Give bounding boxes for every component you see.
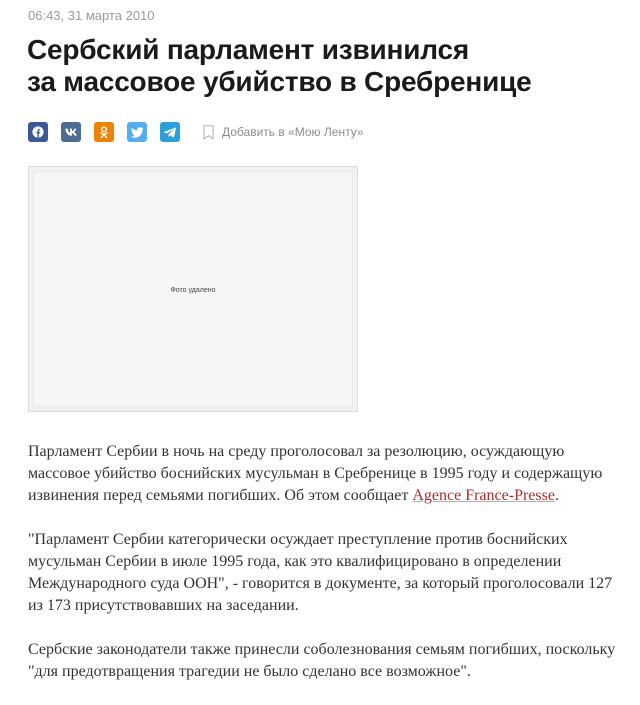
share-telegram-button[interactable]: [160, 122, 180, 142]
article-body: [28, 441, 628, 705]
article-title-line-1: Сербский парламент извинился: [27, 34, 469, 65]
article-paragraph: Сербские законодатели также принесли соболезнования семьям погибших, поскольку "для предотвращения трагедии не было сделано все возможное".: [28, 641, 616, 680]
ok-icon: [99, 126, 109, 139]
telegram-icon: [164, 127, 176, 138]
source-link-afp[interactable]: Agence France-Presse: [412, 487, 555, 504]
share-vk-button[interactable]: [61, 122, 81, 142]
add-to-my-feed-label: Добавить в «Мою Ленту»: [222, 125, 364, 139]
paragraph-1-end: .: [554, 487, 559, 504]
article-timestamp: 06:43, 31 марта 2010: [28, 8, 155, 23]
share-ok-button[interactable]: [94, 122, 114, 142]
twitter-icon: [131, 127, 144, 138]
share-bar: [28, 122, 364, 142]
article-paragraph: [28, 441, 628, 507]
add-to-my-feed-button[interactable]: [203, 125, 364, 140]
article-title-line-2: за массовое убийство в Сребренице: [27, 66, 532, 97]
photo-placeholder: [33, 171, 353, 407]
bookmark-icon: [203, 125, 214, 140]
vk-icon: [65, 128, 78, 137]
article-title: [27, 34, 627, 98]
share-twitter-button[interactable]: [127, 122, 147, 142]
photo-removed-caption: Фото удалено: [170, 287, 216, 294]
article-photo: [28, 166, 358, 412]
share-facebook-button[interactable]: [28, 122, 48, 142]
paragraph-1-text: Парламент Сербии в ночь на среду проголосовал за резолюцию, осуждающую массовое убийство боснийских мусульман в Сребренице в 1995 году и содержащую извинения перед семьями погибших. Об этом сообщает: [28, 443, 603, 504]
article-paragraph: "Парламент Сербии категорически осуждает преступление против боснийских мусульман Сербии в июле 1995 года, как это квалифицировано в определении Международного суда ООН", - говорится в документе, за который проголосовали 127 из 173 присутствовавших на заседании.: [28, 531, 613, 614]
facebook-icon: [32, 126, 44, 138]
